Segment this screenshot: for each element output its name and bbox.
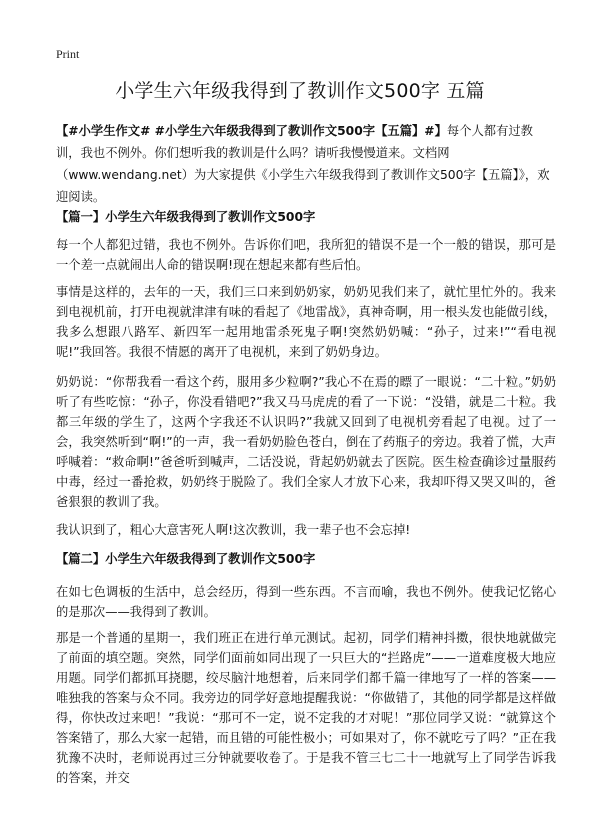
page-title: 小学生六年级我得到了教训作文500字 五篇 [115, 80, 485, 102]
section2-paragraph-1: 在如七色调板的生活中，总会经历，得到一些东西。不言而喻，我也不例外。使我记忆铭心的是那次——我得到了教训。 [56, 585, 556, 619]
intro-lead: 【#小学生作文# #小学生六年级我得到了教训作文500字【五篇】#】 [56, 124, 447, 138]
section1-paragraph-4: 我认识到了，粗心大意害死人啊!这次教训，我一辈子也不会忘掉! [56, 523, 411, 537]
section1-paragraph-2: 事情是这样的，去年的一天，我们三口来到奶奶家，奶奶见我们来了，就忙里忙外的。我来到电视机前，打开电视就津津有味的看起了《地雷战》，真神奇啊，用一根头发也能做引线，我多么想跟八路军、新四军一起用地雷杀死鬼子啊!突然奶奶喊：“孙子，过来!”“看电视呢!”我回答。我很不情愿的离开了电视机，来到了奶奶身边。 [56, 285, 556, 359]
section2-paragraph-2: 那是一个普通的星期一，我们班正在进行单元测试。起初，同学们精神抖擞，很快地就做完了前面的填空题。突然，同学们面前如同出现了一只巨大的“拦路虎”——一道难度极大地应用题。同学们都抓耳挠腮，绞尽脑汁地想着，后来同学们都千篇一律地写了一样的答案——唯独我的答案与众不同。我旁边的同学好意地提醒我说：“你做错了，其他的同学都是这样做得，你快改过来吧！”我说：“那可不一定，说不定我的才对呢！”那位同学又说：“就算这个答案错了，那么大家一起错，而且错的可能性极小；可如果对了，你不就吃亏了吗？”正在我犹豫不决时，老师说再过三分钟就要收卷了。于是我不管三七二十一地就写上了同学告诉我的答案，并交 [56, 631, 556, 785]
section-heading-2: 【篇二】小学生六年级我得到了教训作文500字 [56, 552, 316, 566]
section1-paragraph-1: 每一个人都犯过错，我也不例外。告诉你们吧，我所犯的错误不是一个一般的错误，那可是一个差一点就闹出人命的错误啊!现在想起来都有些后怕。 [56, 238, 556, 272]
intro-body-part2: ）为大家提供《小学生六年级我得到了教训作文500字【五篇】》，欢迎阅读。 [56, 168, 550, 204]
print-link[interactable]: Print [56, 47, 80, 61]
intro-paragraph [56, 120, 556, 208]
section1-paragraph-3: 奶奶说：“你帮我看一看这个药，服用多少粒啊?”我心不在焉的瞟了一眼说：“二十粒。”奶奶听了有些吃惊：“孙子，你没看错吧?”我又马马虎虎的看了一下说：“没错，就是二十粒。我都三年级的学生了，这两个字我还不认识吗?”我就又回到了电视机旁看起了电视。过了一会，我突然听到“啊!”的一声，我一看奶奶脸色苍白，倒在了药瓶子的旁边。我着了慌，大声呼喊着：“救命啊!”爸爸听到喊声，二话没说，背起奶奶就去了医院。医生检查确诊过量服药中毒，经过一番抢救，奶奶终于脱险了。我们全家人才放下心来，我却吓得又哭又叫的，爸爸狠狠的教训了我。 [56, 375, 556, 509]
section-heading-1: 【篇一】小学生六年级我得到了教训作文500字 [56, 210, 316, 224]
intro-body-part1: 每个人都有过教训，我也不例外。你们想听我的教训是什么吗？请听我慢慢道来。文档网（ [56, 124, 533, 182]
site-link[interactable]: www.wendang.net [68, 168, 182, 182]
